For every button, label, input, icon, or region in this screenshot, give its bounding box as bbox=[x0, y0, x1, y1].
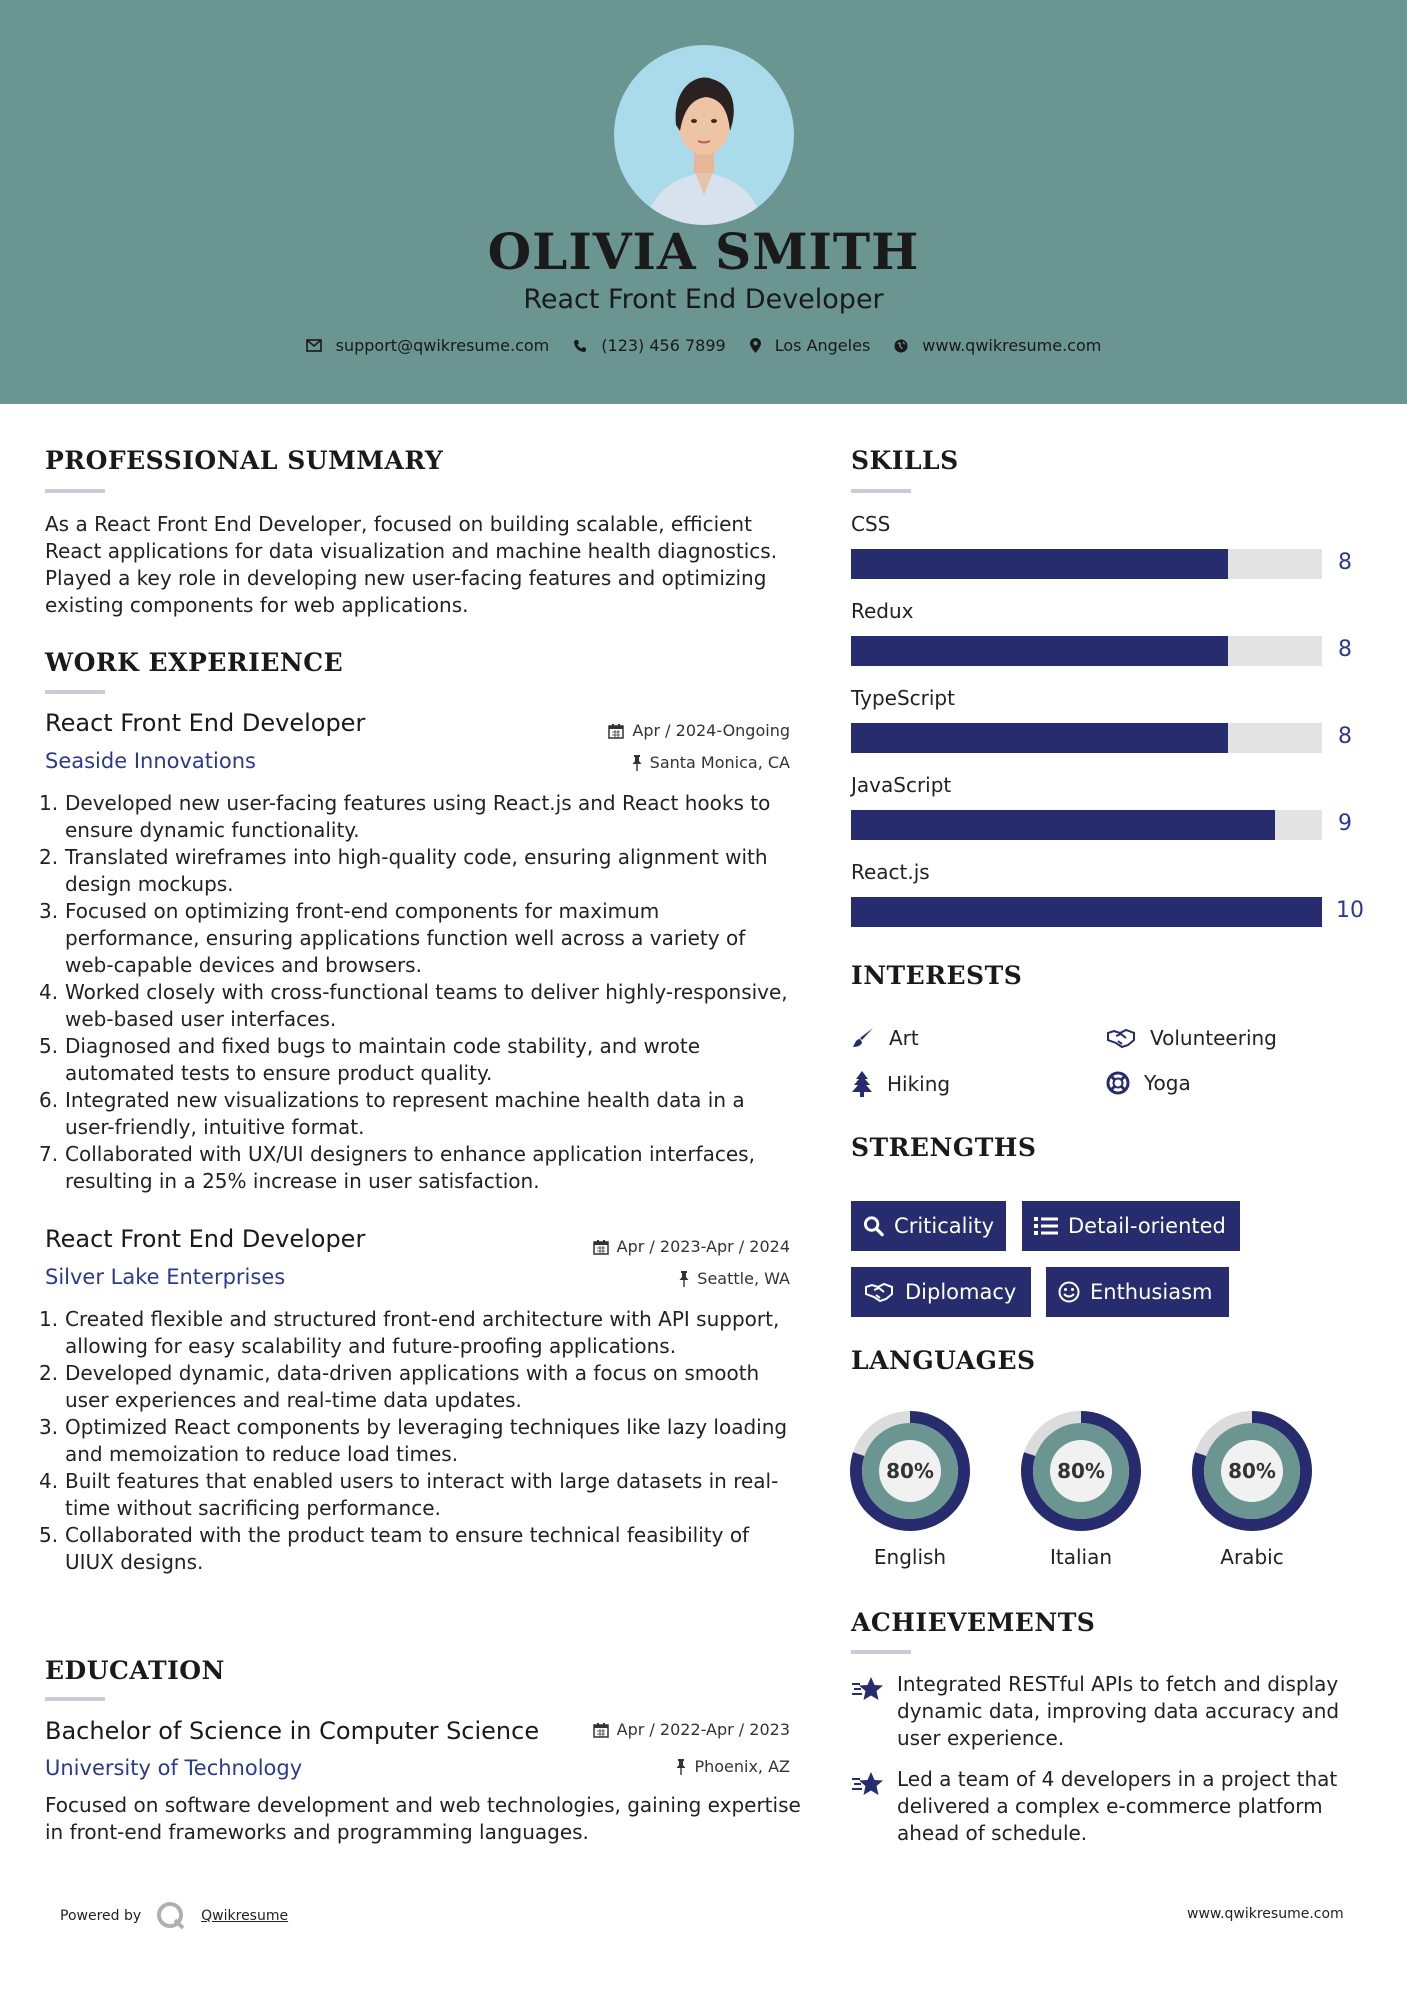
skill-bar-fill bbox=[851, 549, 1228, 579]
skill-bar-track bbox=[851, 723, 1322, 753]
education-location bbox=[540, 1757, 790, 1776]
contact-phone[interactable] bbox=[573, 336, 725, 355]
list-item: 1. Developed new user-facing features using React.js and React hooks to ensure dynamic functionality. bbox=[39, 791, 771, 842]
language-ring bbox=[1019, 1409, 1143, 1533]
job-2-dates-text: Apr / 2023-Apr / 2024 bbox=[616, 1237, 790, 1256]
star-icon bbox=[851, 1770, 885, 1798]
language-percent: 80% bbox=[1057, 1459, 1105, 1483]
skill-value: 8 bbox=[1338, 724, 1352, 749]
candidate-title: React Front End Developer bbox=[523, 284, 884, 315]
contact-location-text: Los Angeles bbox=[774, 336, 871, 355]
list-item: 3. Optimized React components by leveraging techniques like lazy loading and memoization to reduce load times. bbox=[39, 1415, 788, 1466]
experience-underline bbox=[45, 690, 105, 694]
job-2-title: React Front End Developer bbox=[45, 1225, 366, 1253]
education-degree: Bachelor of Science in Computer Science bbox=[45, 1717, 540, 1745]
contact-location bbox=[750, 336, 871, 355]
skill-value: 8 bbox=[1338, 637, 1352, 662]
contact-website[interactable] bbox=[894, 336, 1101, 355]
skills-heading: SKILLS bbox=[851, 446, 959, 475]
interest-label: Art bbox=[889, 1026, 919, 1050]
skill-bar-fill bbox=[851, 810, 1275, 840]
list-item: 4. Worked closely with cross-functional teams to deliver highly-responsive, web-based user interfaces. bbox=[39, 980, 788, 1031]
interest-art bbox=[851, 1026, 919, 1050]
job-2-company: Silver Lake Enterprises bbox=[45, 1265, 286, 1289]
interest-hiking bbox=[851, 1071, 950, 1097]
job-1-title: React Front End Developer bbox=[45, 709, 366, 737]
calendar-icon bbox=[608, 723, 624, 739]
strength-label: Diplomacy bbox=[905, 1280, 1017, 1304]
strength-chip-enthusiasm bbox=[1046, 1267, 1229, 1317]
job-1-company: Seaside Innovations bbox=[45, 749, 256, 773]
skill-label: Redux bbox=[851, 599, 914, 623]
handshake-icon bbox=[863, 1281, 895, 1303]
calendar-icon bbox=[593, 1722, 609, 1738]
education-dates-text: Apr / 2022-Apr / 2023 bbox=[616, 1720, 790, 1739]
contact-phone-text: (123) 456 7899 bbox=[601, 336, 726, 355]
education-underline bbox=[45, 1697, 105, 1701]
star-icon bbox=[851, 1675, 885, 1703]
tree-icon bbox=[851, 1071, 873, 1097]
list-item: 1. Created flexible and structured front-end architecture with API support, allowing for easy scalability and future-proofing applications. bbox=[39, 1307, 780, 1358]
job-1-location-text: Santa Monica, CA bbox=[649, 753, 790, 772]
handshake-icon bbox=[1106, 1027, 1136, 1049]
language-name: Italian bbox=[1049, 1545, 1113, 1569]
list-item: 6. Integrated new visualizations to represent machine health data in a user-friendly, intuitive format. bbox=[39, 1088, 745, 1139]
search-icon bbox=[863, 1215, 884, 1237]
education-dates bbox=[540, 1720, 790, 1739]
contact-website-text: www.qwikresume.com bbox=[922, 336, 1102, 355]
pin-icon bbox=[632, 755, 642, 771]
skill-label: CSS bbox=[851, 512, 891, 536]
powered-by-label: Powered by bbox=[60, 1908, 142, 1924]
pin-icon bbox=[676, 1759, 686, 1775]
pin-icon bbox=[679, 1271, 689, 1287]
job-1-dates bbox=[540, 721, 790, 740]
calendar-icon bbox=[593, 1239, 609, 1255]
strength-label: Criticality bbox=[894, 1214, 994, 1238]
envelope-icon bbox=[306, 339, 322, 352]
list-icon bbox=[1034, 1216, 1058, 1236]
list-item: 3. Focused on optimizing front-end components for maximum performance, ensuring applications function well across a variety of web-capable devices and browsers. bbox=[39, 899, 746, 977]
contact-email-text: support@qwikresume.com bbox=[335, 336, 550, 355]
summary-heading: PROFESSIONAL SUMMARY bbox=[45, 446, 444, 475]
list-item: 2. Developed dynamic, data-driven applications with a focus on smooth user experiences and real-time data updates. bbox=[39, 1361, 760, 1412]
skill-label: TypeScript bbox=[851, 686, 955, 710]
job-1-dates-text: Apr / 2024-Ongoing bbox=[632, 721, 790, 740]
interest-label: Hiking bbox=[887, 1072, 951, 1096]
experience-heading: WORK EXPERIENCE bbox=[45, 648, 344, 677]
footer-website[interactable]: www.qwikresume.com bbox=[1187, 1906, 1344, 1922]
summary-text: As a React Front End Developer, focused on building scalable, efficient React applications for data visualization and machine health diagnostics. Played a key role in developing new user-facing features and optimizing existing components for web applications. bbox=[45, 512, 778, 617]
footer-powered-by bbox=[60, 1900, 288, 1932]
globe-icon bbox=[894, 339, 908, 353]
achievement-item bbox=[851, 1766, 1371, 1847]
lifering-icon bbox=[1106, 1071, 1130, 1095]
achievement-text: Led a team of 4 developers in a project that delivered a complex e-commerce platform ahead of schedule. bbox=[897, 1767, 1338, 1845]
skill-bar-fill bbox=[851, 636, 1228, 666]
language-name: English bbox=[873, 1545, 947, 1569]
job-2-location bbox=[540, 1269, 790, 1288]
achievement-item bbox=[851, 1671, 1371, 1752]
contact-bar bbox=[0, 336, 1407, 355]
language-ring bbox=[848, 1409, 972, 1533]
strength-chip-detail-oriented bbox=[1022, 1201, 1240, 1251]
skill-value: 8 bbox=[1338, 550, 1352, 575]
brand-link[interactable]: Qwikresume bbox=[201, 1908, 289, 1924]
job-1-bullets bbox=[39, 790, 799, 1195]
interests-heading: INTERESTS bbox=[851, 961, 1023, 990]
summary-underline bbox=[45, 489, 105, 493]
skills-underline bbox=[851, 489, 911, 493]
skill-label: React.js bbox=[851, 860, 930, 884]
resume-header bbox=[0, 0, 1407, 404]
list-item: 2. Translated wireframes into high-quality code, ensuring alignment with design mockups. bbox=[39, 845, 768, 896]
skill-value: 9 bbox=[1338, 811, 1352, 836]
job-2-bullets bbox=[39, 1306, 799, 1576]
phone-icon bbox=[573, 339, 587, 353]
job-2-dates bbox=[540, 1237, 790, 1256]
interest-volunteering bbox=[1106, 1026, 1277, 1050]
language-ring bbox=[1190, 1409, 1314, 1533]
strength-label: Detail-oriented bbox=[1068, 1214, 1226, 1238]
language-percent: 80% bbox=[886, 1459, 934, 1483]
strength-label: Enthusiasm bbox=[1090, 1280, 1213, 1304]
qwikresume-logo-icon bbox=[155, 1900, 187, 1932]
languages-heading: LANGUAGES bbox=[851, 1346, 1036, 1375]
job-1-location bbox=[540, 753, 790, 772]
skill-bar-track bbox=[851, 636, 1322, 666]
skill-value: 10 bbox=[1336, 898, 1364, 923]
skill-bar-fill bbox=[851, 897, 1322, 927]
map-marker-icon bbox=[750, 338, 761, 353]
language-percent: 80% bbox=[1228, 1459, 1276, 1483]
list-item: 5. Diagnosed and fixed bugs to maintain code stability, and wrote automated tests to ensure product quality. bbox=[39, 1034, 701, 1085]
smile-icon bbox=[1058, 1281, 1080, 1303]
skill-bar-track bbox=[851, 810, 1322, 840]
interest-label: Volunteering bbox=[1150, 1026, 1277, 1050]
achievements-underline bbox=[851, 1650, 911, 1654]
language-name: Arabic bbox=[1220, 1545, 1284, 1569]
list-item: 4. Built features that enabled users to interact with large datasets in real-time without sacrificing performance. bbox=[39, 1469, 779, 1520]
strength-chip-criticality bbox=[851, 1201, 1006, 1251]
paintbrush-icon bbox=[851, 1026, 875, 1050]
achievements-heading: ACHIEVEMENTS bbox=[851, 1608, 1096, 1637]
skill-label: JavaScript bbox=[851, 773, 952, 797]
skill-bar-track bbox=[851, 549, 1322, 579]
skill-bar-fill bbox=[851, 723, 1228, 753]
strength-chip-diplomacy bbox=[851, 1267, 1031, 1317]
contact-email[interactable] bbox=[306, 336, 550, 355]
education-heading: EDUCATION bbox=[45, 1656, 225, 1685]
candidate-name: OLIVIA SMITH bbox=[487, 222, 920, 281]
job-2-location-text: Seattle, WA bbox=[697, 1269, 790, 1288]
education-school: University of Technology bbox=[45, 1756, 303, 1780]
achievement-text: Integrated RESTful APIs to fetch and display dynamic data, improving data accuracy and user experience. bbox=[897, 1672, 1340, 1750]
education-text: Focused on software development and web technologies, gaining expertise in front-end frameworks and programming languages. bbox=[45, 1793, 801, 1844]
skill-bar-track bbox=[851, 897, 1322, 927]
list-item: 5. Collaborated with the product team to ensure technical feasibility of UIUX designs. bbox=[39, 1523, 750, 1574]
list-item: 7. Collaborated with UX/UI designers to enhance application interfaces, resulting in a 25% increase in user satisfaction. bbox=[39, 1142, 755, 1193]
strengths-heading: STRENGTHS bbox=[851, 1133, 1037, 1162]
interest-label: Yoga bbox=[1144, 1071, 1191, 1095]
interest-yoga bbox=[1106, 1071, 1191, 1095]
education-location-text: Phoenix, AZ bbox=[694, 1757, 790, 1776]
profile-photo bbox=[614, 45, 794, 225]
